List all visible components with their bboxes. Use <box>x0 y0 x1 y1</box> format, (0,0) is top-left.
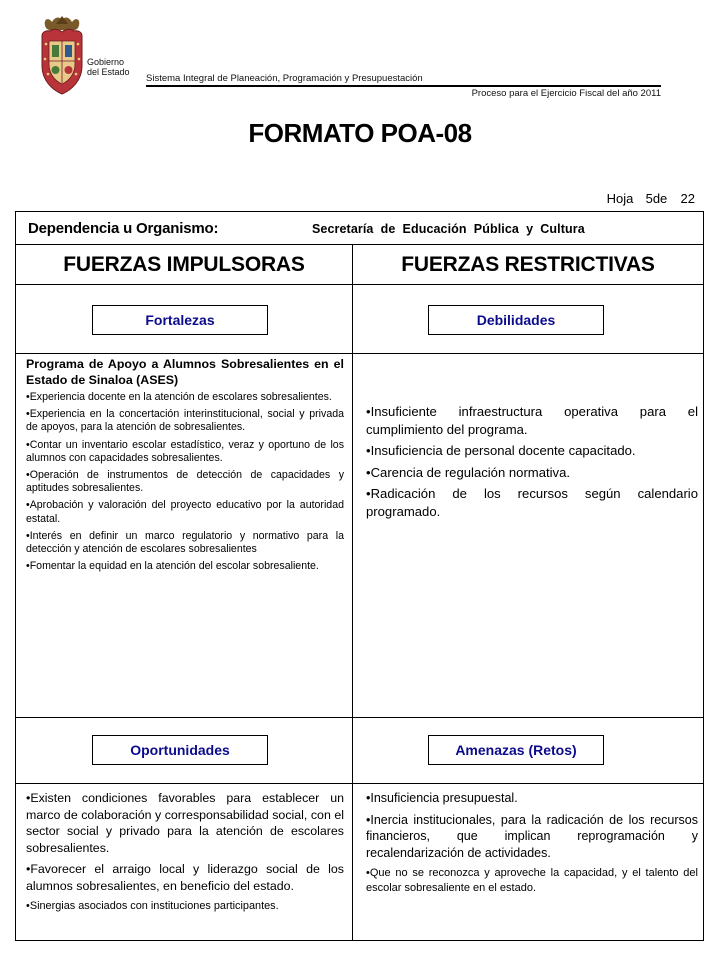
list-item: •Contar un inventario escolar estadístico, veraz y oportuno de los alumnos con capacidades sobresalientes. <box>26 438 344 464</box>
government-label-line2: del Estado <box>87 67 130 77</box>
page-current: 5 <box>645 191 653 206</box>
category-oportunidades: Oportunidades <box>92 735 268 765</box>
page-hoja-label: Hoja <box>606 191 634 206</box>
amenazas-list <box>366 790 698 895</box>
column-divider <box>352 244 353 941</box>
column-header-restrictivas: FUERZAS RESTRICTIVAS <box>401 253 655 276</box>
government-label-line1: Gobierno <box>87 57 125 67</box>
list-item: •Experiencia en la concertación interinstitucional, social y privada de apoyos, para la atención de sobresalientes. <box>26 408 344 434</box>
list-item: •Radicación de los recursos según calendario programado. <box>366 486 698 519</box>
form-title: FORMATO POA-08 <box>248 118 472 148</box>
list-item: •Que no se reconozca y aproveche la capacidad, y el talento del escolar sobresaliente en el estado. <box>366 867 698 894</box>
fortalezas-cell <box>26 357 344 577</box>
list-item: •Insuficiencia de personal docente capacitado. <box>366 443 636 458</box>
foda-table <box>15 211 704 941</box>
amenazas-cell <box>366 790 698 900</box>
category-fortalezas: Fortalezas <box>92 305 268 335</box>
fortalezas-list <box>26 391 344 573</box>
list-item: •Inercia institucionales, para la radicación de los recursos financieros, que implican reprogramación y recalendarización de actividades. <box>366 812 698 860</box>
divider <box>16 783 703 784</box>
divider <box>16 353 703 354</box>
debilidades-list <box>366 403 698 520</box>
list-item: •Experiencia docente en la atención de escolares sobresalientes. <box>26 391 332 403</box>
list-item: •Fomentar la equidad en la atención del escolar sobresaliente. <box>26 560 319 573</box>
page-indicator <box>607 191 695 206</box>
dependency-label: Dependencia u Organismo: <box>28 220 219 237</box>
oportunidades-cell <box>26 790 344 918</box>
category-debilidades: Debilidades <box>428 305 604 335</box>
dependency-value: Secretaría de Educación Pública y Cultura <box>312 222 585 236</box>
list-item: •Insuficiente infraestructura operativa para el cumplimiento del programa. <box>366 404 698 437</box>
column-header-impulsoras: FUERZAS IMPULSORAS <box>63 253 305 276</box>
list-item: •Favorecer el arraigo local y liderazgo social de los alumnos sobresalientes, en beneficio del estado. <box>26 862 344 893</box>
system-name: Sistema Integral de Planeación, Programación y Presupuestación <box>146 73 423 84</box>
list-item: •Aprobación y valoración del proyecto educativo por la autoridad estatal. <box>26 499 344 525</box>
oportunidades-list <box>26 790 344 913</box>
list-item: •Existen condiciones favorables para establecer un marco de colaboración y corresponsabilidad social, con el sector social y privado para la atención de escolares sobresalientes. <box>26 791 344 855</box>
category-amenazas: Amenazas (Retos) <box>428 735 604 765</box>
list-item: •Operación de instrumentos de detección de capacidades y aptitudes sobresalientes. <box>26 469 344 495</box>
page-total: 22 <box>680 191 695 206</box>
process-text: Proceso para el Ejercicio Fiscal del año 2011 <box>471 88 661 99</box>
debilidades-cell <box>366 403 698 524</box>
page-de-label: de <box>652 191 668 206</box>
list-item: •Insuficiencia presupuestal. <box>366 791 518 805</box>
divider <box>16 717 703 718</box>
list-item: •Interés en definir un marco regulatorio y normativo para la detección y atención de escolares sobresalientes <box>26 529 344 556</box>
list-item: •Sinergias asociados con instituciones participantes. <box>26 900 279 912</box>
header-rule <box>146 85 661 87</box>
list-item: •Carencia de regulación normativa. <box>366 464 571 480</box>
program-title: Programa de Apoyo a Alumnos Sobresalientes en el Estado de Sinaloa (ASES) <box>26 357 344 387</box>
state-seal-logo <box>38 14 86 96</box>
government-label <box>87 57 130 77</box>
